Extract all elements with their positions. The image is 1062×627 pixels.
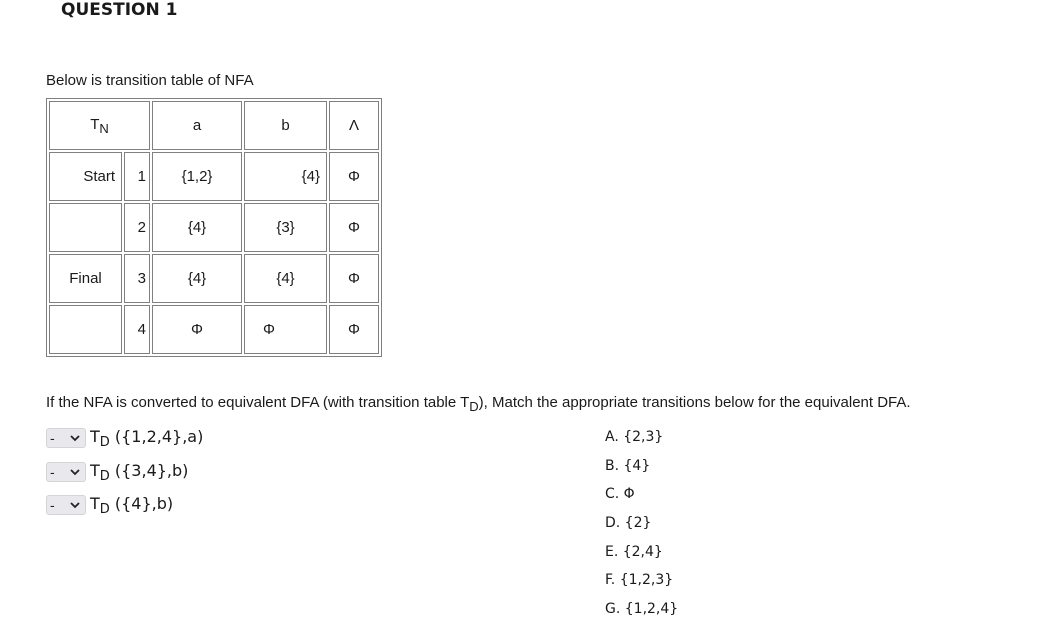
row-b: {4} bbox=[244, 152, 327, 201]
row-label bbox=[49, 305, 122, 354]
header-col-lambda: Λ bbox=[329, 101, 379, 150]
answer-option: D. {2} bbox=[605, 515, 652, 532]
row-a: {4} bbox=[152, 254, 242, 303]
match-select-3[interactable] bbox=[46, 495, 86, 515]
answer-option: B. {4} bbox=[605, 457, 651, 474]
row-state: 2 bbox=[124, 203, 150, 252]
row-label: Start bbox=[49, 152, 122, 201]
row-lambda: Φ bbox=[329, 203, 379, 252]
row-lambda: Φ bbox=[329, 305, 379, 354]
match-prompt bbox=[46, 394, 911, 416]
header-tn bbox=[49, 101, 150, 150]
answer-option: C. Φ bbox=[605, 486, 635, 503]
prompt-sub: D bbox=[469, 399, 479, 414]
answer-option: G. {1,2,4} bbox=[605, 601, 679, 618]
question-title: QUESTION 1 bbox=[61, 0, 178, 20]
answer-options-list bbox=[605, 424, 678, 625]
row-b: {4} bbox=[244, 254, 327, 303]
question-intro: Below is transition table of NFA bbox=[46, 72, 254, 89]
row-a: {4} bbox=[152, 203, 242, 252]
nfa-transition-table bbox=[46, 98, 382, 357]
match-item-2 bbox=[46, 461, 188, 483]
match-arg: ({4},b) bbox=[109, 493, 174, 513]
header-col-a: a bbox=[152, 101, 242, 150]
answer-option: E. {2,4} bbox=[605, 543, 663, 560]
row-lambda: Φ bbox=[329, 254, 379, 303]
row-a: Φ bbox=[152, 305, 242, 354]
prompt-before: If the NFA is converted to equivalent DFA (with transition table T bbox=[46, 394, 470, 411]
match-prefix: T bbox=[90, 426, 100, 446]
answer-option: A. {2,3} bbox=[605, 429, 664, 445]
match-select-1[interactable] bbox=[46, 428, 86, 448]
header-tn-main: T bbox=[90, 115, 100, 133]
match-prefix: T bbox=[90, 493, 100, 513]
match-sub: D bbox=[99, 468, 110, 484]
table-header-row bbox=[49, 101, 379, 150]
match-select-2[interactable] bbox=[46, 462, 86, 482]
match-sub: D bbox=[99, 501, 110, 517]
answer-option: F. {1,2,3} bbox=[605, 572, 674, 589]
select-value: - bbox=[50, 464, 55, 480]
table-row bbox=[49, 254, 379, 303]
row-state: 1 bbox=[124, 152, 150, 201]
select-value: - bbox=[50, 430, 55, 446]
match-label bbox=[90, 427, 203, 450]
row-b: {3} bbox=[244, 203, 327, 252]
row-label: Final bbox=[49, 254, 122, 303]
row-state: 3 bbox=[124, 254, 150, 303]
row-a: {1,2} bbox=[152, 152, 242, 201]
chevron-down-icon bbox=[68, 465, 82, 479]
table-row bbox=[49, 305, 379, 354]
table-row bbox=[49, 203, 379, 252]
chevron-down-icon bbox=[68, 498, 82, 512]
match-arg: ({3,4},b) bbox=[109, 460, 189, 480]
header-tn-sub: N bbox=[99, 120, 109, 136]
row-label bbox=[49, 203, 122, 252]
match-item-1 bbox=[46, 427, 203, 449]
chevron-down-icon bbox=[68, 431, 82, 445]
row-b: Φ bbox=[244, 305, 327, 354]
prompt-after: ), Match the appropriate transitions below for the equivalent DFA. bbox=[478, 394, 911, 411]
match-label bbox=[90, 494, 173, 517]
row-lambda: Φ bbox=[329, 152, 379, 201]
match-prefix: T bbox=[90, 460, 100, 480]
select-value: - bbox=[50, 497, 55, 513]
match-arg: ({1,2,4},a) bbox=[109, 426, 204, 446]
row-state: 4 bbox=[124, 305, 150, 354]
match-item-3 bbox=[46, 494, 173, 516]
match-label bbox=[90, 461, 188, 484]
header-col-b: b bbox=[244, 101, 327, 150]
match-sub: D bbox=[99, 434, 110, 450]
table-row bbox=[49, 152, 379, 201]
